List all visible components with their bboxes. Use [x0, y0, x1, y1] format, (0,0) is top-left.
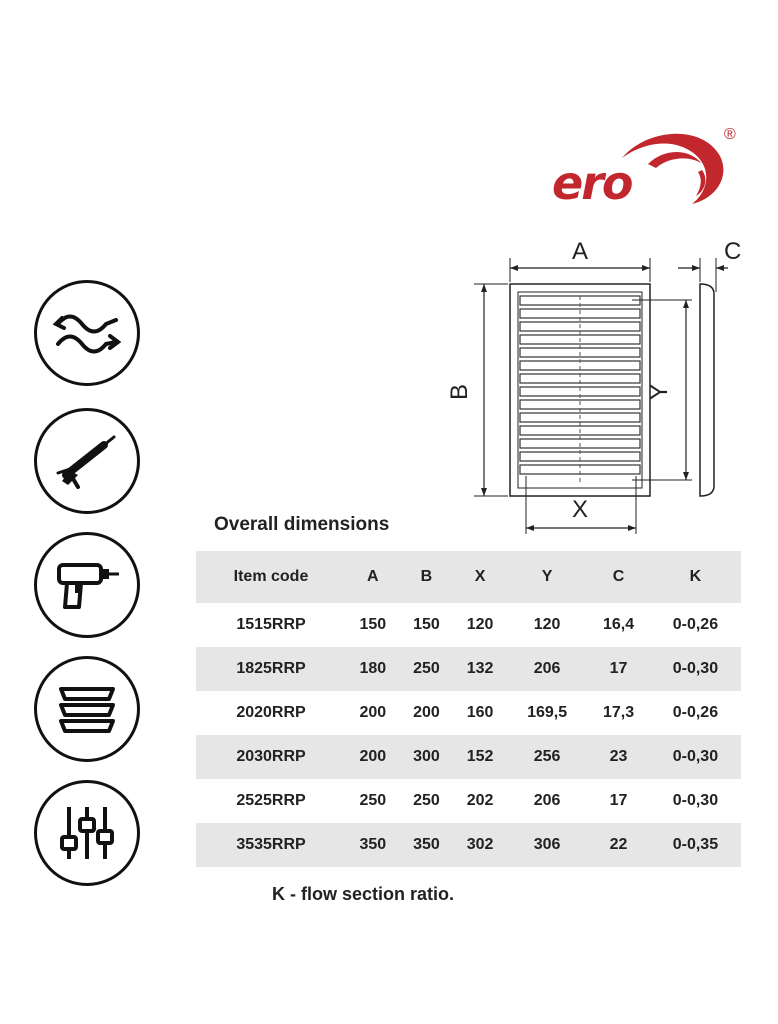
cell-item-code: 3535RRP	[196, 823, 346, 867]
sealant-gun-icon	[34, 408, 140, 514]
logo-text: ero	[552, 156, 632, 210]
cell-item-code: 2030RRP	[196, 735, 346, 779]
cell-x: 152	[453, 735, 507, 779]
cell-a: 150	[359, 616, 387, 633]
cell-k: 0-0,26	[672, 704, 719, 721]
cell-y: 256	[507, 735, 587, 779]
cell-b: 350	[400, 823, 454, 867]
cell-item-code: 2020RRP	[236, 704, 306, 721]
cell-k: 0-0,30	[672, 792, 719, 809]
cell-b: 300	[400, 735, 454, 779]
cell-a: 180	[346, 647, 400, 691]
registered-mark: ®	[724, 126, 736, 143]
cell-x: 132	[453, 647, 507, 691]
louvers-icon	[34, 656, 140, 762]
table-header-row	[196, 551, 741, 603]
table-title: Overall dimensions	[214, 514, 390, 535]
cell-c: 16,4	[602, 616, 635, 633]
adjustment-sliders-icon	[34, 780, 140, 886]
col-header-y: Y	[507, 551, 587, 603]
cell-c: 17,3	[602, 704, 635, 721]
table-row	[196, 603, 741, 647]
dimensions-table	[196, 551, 741, 867]
col-header-x: X	[453, 551, 507, 603]
dimension-label-c: C	[724, 238, 742, 265]
cell-x: 302	[453, 823, 507, 867]
table-row	[196, 691, 741, 735]
dimension-label-y: Y	[646, 383, 674, 401]
cell-k: 0-0,30	[650, 735, 741, 779]
cell-y: 206	[533, 792, 561, 809]
cell-a: 350	[346, 823, 400, 867]
table-row	[196, 779, 741, 823]
cell-item-code: 1825RRP	[196, 647, 346, 691]
cell-x: 202	[466, 792, 494, 809]
cell-k: 0-0,30	[650, 647, 741, 691]
cell-b: 250	[400, 647, 454, 691]
drill-icon	[34, 532, 140, 638]
table-row	[196, 735, 741, 779]
cell-c: 17	[587, 647, 650, 691]
col-header-c: C	[587, 551, 650, 603]
cell-c: 17	[609, 792, 628, 809]
dimension-label-b: B	[446, 383, 474, 401]
col-header-a: A	[346, 551, 400, 603]
cell-y: 169,5	[527, 704, 568, 721]
cell-b: 150	[413, 616, 440, 633]
cell-a: 200	[346, 735, 400, 779]
cell-y: 306	[507, 823, 587, 867]
grille-drawing	[452, 238, 752, 538]
col-header-k: K	[650, 551, 741, 603]
col-header-b: B	[400, 551, 454, 603]
cell-y: 120	[533, 616, 561, 633]
cell-a: 250	[359, 792, 387, 809]
table-row	[196, 647, 741, 691]
cell-x: 120	[466, 616, 494, 633]
airflow-icon	[34, 280, 140, 386]
cell-item-code: 2525RRP	[236, 792, 306, 809]
cell-k: 0-0,26	[672, 616, 719, 633]
col-header-item-code: Item code	[196, 551, 346, 603]
k-footnote: K - flow section ratio.	[272, 884, 455, 904]
dimension-drawing	[446, 238, 752, 538]
cell-a: 200	[359, 704, 387, 721]
cell-c: 22	[587, 823, 650, 867]
cell-x: 160	[466, 704, 494, 721]
cell-y: 206	[507, 647, 587, 691]
table-row	[196, 823, 741, 867]
cell-c: 23	[587, 735, 650, 779]
dimension-label-x: X	[572, 496, 589, 523]
cell-item-code: 1515RRP	[236, 616, 306, 633]
cell-k: 0-0,35	[650, 823, 741, 867]
ero-logo	[552, 126, 748, 210]
cell-b: 250	[413, 792, 440, 809]
dimension-label-a: A	[572, 238, 589, 265]
cell-b: 200	[413, 704, 440, 721]
